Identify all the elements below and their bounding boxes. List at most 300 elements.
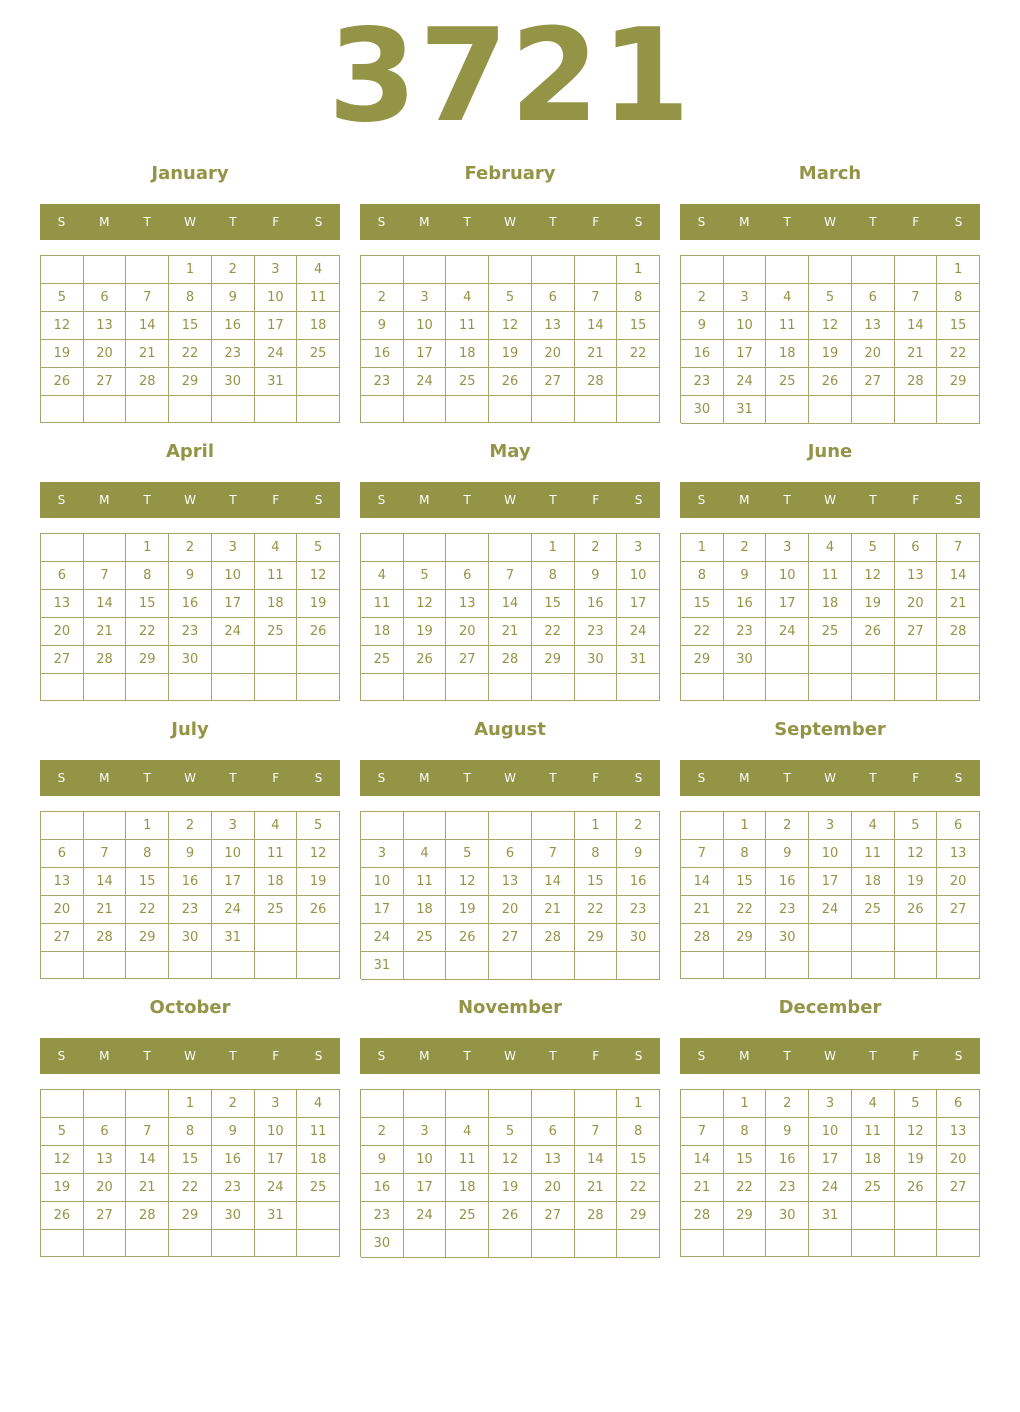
day-cell: 7: [126, 1118, 169, 1146]
day-cell: 13: [852, 312, 895, 340]
empty-cell: [84, 396, 127, 423]
day-cell: 18: [446, 1174, 489, 1202]
weekday-label: T: [783, 215, 791, 229]
weekday-label: S: [377, 215, 386, 229]
day-cell: 11: [852, 1118, 895, 1146]
day-cell: 16: [169, 590, 212, 618]
day-cell: 14: [489, 590, 532, 618]
day-cell: 3: [361, 840, 404, 868]
weekday-label: T: [869, 493, 877, 507]
day-cell: 2: [361, 284, 404, 312]
day-cell: 4: [361, 562, 404, 590]
day-cell: 29: [126, 646, 169, 674]
day-cell: 8: [724, 840, 767, 868]
empty-cell: [681, 812, 724, 840]
day-cell: 24: [255, 340, 298, 368]
weekday-label: T: [463, 1049, 471, 1063]
day-cell: 28: [126, 1202, 169, 1230]
day-cell: 24: [255, 1174, 298, 1202]
day-cell: 11: [255, 562, 298, 590]
day-cell: 30: [724, 646, 767, 674]
day-grid: [40, 811, 340, 979]
day-cell: 5: [404, 562, 447, 590]
day-cell: 24: [617, 618, 660, 646]
day-cell: 25: [852, 1174, 895, 1202]
empty-cell: [489, 812, 532, 840]
weekday-label: S: [57, 215, 66, 229]
weekday-label: F: [912, 1049, 920, 1063]
day-grid: [680, 1089, 980, 1257]
day-cell: 14: [84, 590, 127, 618]
day-cell: 21: [84, 618, 127, 646]
empty-cell: [404, 534, 447, 562]
day-cell: 11: [361, 590, 404, 618]
day-cell: 13: [532, 312, 575, 340]
weekday-label: W: [824, 493, 836, 507]
day-cell: 15: [169, 312, 212, 340]
empty-cell: [617, 674, 660, 701]
empty-cell: [446, 812, 489, 840]
weekday-label: M: [739, 215, 750, 229]
day-cell: 28: [575, 368, 618, 396]
day-cell: 10: [809, 840, 852, 868]
empty-cell: [724, 952, 767, 979]
month-name: June: [807, 441, 853, 462]
empty-cell: [404, 256, 447, 284]
day-cell: 9: [212, 1118, 255, 1146]
day-cell: 17: [809, 868, 852, 896]
day-cell: 11: [852, 840, 895, 868]
weekday-label: S: [377, 493, 386, 507]
weekday-label: F: [592, 493, 600, 507]
day-cell: 25: [809, 618, 852, 646]
empty-cell: [297, 368, 340, 396]
day-cell: 24: [404, 1202, 447, 1230]
empty-cell: [169, 1230, 212, 1257]
day-cell: 5: [809, 284, 852, 312]
day-cell: 9: [681, 312, 724, 340]
empty-cell: [724, 674, 767, 701]
weekday-label: T: [549, 215, 557, 229]
month-name: October: [149, 997, 231, 1018]
empty-cell: [126, 256, 169, 284]
day-cell: 12: [297, 562, 340, 590]
day-cell: 31: [809, 1202, 852, 1230]
day-cell: 30: [212, 1202, 255, 1230]
day-cell: 23: [724, 618, 767, 646]
empty-cell: [489, 674, 532, 701]
empty-cell: [84, 952, 127, 979]
empty-cell: [532, 396, 575, 423]
day-grid: [360, 811, 660, 979]
weekday-label: M: [419, 771, 430, 785]
day-cell: 15: [937, 312, 980, 340]
day-cell: 5: [895, 812, 938, 840]
day-cell: 20: [937, 868, 980, 896]
day-cell: 20: [489, 896, 532, 924]
weekday-label: S: [954, 771, 963, 785]
day-cell: 24: [212, 896, 255, 924]
day-cell: 1: [169, 1090, 212, 1118]
empty-cell: [852, 396, 895, 424]
day-cell: 2: [724, 534, 767, 562]
day-cell: 28: [681, 1202, 724, 1230]
weekday-label: F: [272, 215, 280, 229]
empty-cell: [126, 396, 169, 423]
empty-cell: [489, 396, 532, 423]
day-cell: 14: [937, 562, 980, 590]
day-cell: 15: [681, 590, 724, 618]
day-cell: 18: [297, 1146, 340, 1174]
empty-cell: [532, 952, 575, 980]
weekday-label: S: [57, 771, 66, 785]
empty-cell: [404, 1090, 447, 1118]
weekday-header: [40, 760, 340, 796]
day-cell: 20: [41, 896, 84, 924]
day-cell: 23: [766, 896, 809, 924]
weekday-label: T: [549, 493, 557, 507]
day-cell: 3: [766, 534, 809, 562]
day-cell: 25: [255, 618, 298, 646]
empty-cell: [446, 396, 489, 423]
weekday-label: W: [504, 215, 516, 229]
day-cell: 9: [212, 284, 255, 312]
empty-cell: [41, 256, 84, 284]
day-cell: 28: [937, 618, 980, 646]
day-cell: 18: [852, 868, 895, 896]
empty-cell: [895, 256, 938, 284]
weekday-header: [40, 1038, 340, 1074]
empty-cell: [404, 1230, 447, 1258]
empty-cell: [681, 1090, 724, 1118]
day-cell: 30: [575, 646, 618, 674]
day-cell: 13: [937, 1118, 980, 1146]
day-cell: 25: [446, 1202, 489, 1230]
empty-cell: [297, 952, 340, 979]
empty-cell: [84, 256, 127, 284]
day-cell: 1: [126, 812, 169, 840]
day-cell: 2: [169, 534, 212, 562]
day-cell: 24: [809, 896, 852, 924]
empty-cell: [724, 256, 767, 284]
empty-cell: [489, 952, 532, 980]
day-cell: 6: [937, 1090, 980, 1118]
day-cell: 6: [895, 534, 938, 562]
empty-cell: [937, 1202, 980, 1230]
day-cell: 29: [126, 924, 169, 952]
day-cell: 17: [724, 340, 767, 368]
day-cell: 19: [404, 618, 447, 646]
day-cell: 12: [297, 840, 340, 868]
day-cell: 8: [169, 284, 212, 312]
day-cell: 15: [575, 868, 618, 896]
empty-cell: [766, 256, 809, 284]
weekday-label: S: [634, 215, 643, 229]
empty-cell: [126, 952, 169, 979]
day-cell: 3: [809, 1090, 852, 1118]
day-cell: 2: [766, 1090, 809, 1118]
day-cell: 4: [446, 284, 489, 312]
day-cell: 14: [895, 312, 938, 340]
weekday-label: T: [549, 771, 557, 785]
day-cell: 18: [297, 312, 340, 340]
day-cell: 9: [766, 1118, 809, 1146]
empty-cell: [575, 396, 618, 423]
weekday-label: S: [634, 1049, 643, 1063]
day-cell: 7: [84, 562, 127, 590]
day-cell: 21: [895, 340, 938, 368]
weekday-label: S: [314, 1049, 323, 1063]
day-cell: 24: [766, 618, 809, 646]
day-cell: 9: [361, 312, 404, 340]
day-cell: 1: [724, 812, 767, 840]
weekday-label: F: [912, 215, 920, 229]
day-cell: 7: [575, 1118, 618, 1146]
day-cell: 6: [84, 284, 127, 312]
day-cell: 27: [895, 618, 938, 646]
day-cell: 30: [169, 924, 212, 952]
empty-cell: [361, 674, 404, 701]
weekday-label: T: [229, 1049, 237, 1063]
weekday-label: S: [954, 1049, 963, 1063]
day-cell: 16: [575, 590, 618, 618]
empty-cell: [809, 1230, 852, 1257]
day-cell: 12: [404, 590, 447, 618]
empty-cell: [809, 396, 852, 424]
day-cell: 27: [41, 924, 84, 952]
day-cell: 3: [809, 812, 852, 840]
empty-cell: [937, 646, 980, 674]
day-cell: 17: [809, 1146, 852, 1174]
empty-cell: [255, 1230, 298, 1257]
day-cell: 26: [446, 924, 489, 952]
weekday-label: F: [272, 771, 280, 785]
day-cell: 14: [84, 868, 127, 896]
day-cell: 22: [169, 340, 212, 368]
day-cell: 26: [41, 368, 84, 396]
day-cell: 1: [126, 534, 169, 562]
empty-cell: [681, 1230, 724, 1257]
empty-cell: [361, 396, 404, 423]
day-cell: 6: [852, 284, 895, 312]
weekday-label: S: [697, 771, 706, 785]
day-cell: 1: [169, 256, 212, 284]
weekday-label: W: [824, 1049, 836, 1063]
day-cell: 3: [724, 284, 767, 312]
empty-cell: [895, 674, 938, 701]
empty-cell: [297, 396, 340, 423]
day-cell: 12: [446, 868, 489, 896]
day-cell: 17: [212, 590, 255, 618]
day-cell: 29: [617, 1202, 660, 1230]
day-cell: 24: [404, 368, 447, 396]
day-cell: 14: [681, 868, 724, 896]
day-cell: 14: [126, 312, 169, 340]
day-cell: 31: [212, 924, 255, 952]
empty-cell: [532, 674, 575, 701]
day-cell: 12: [41, 1146, 84, 1174]
day-cell: 5: [852, 534, 895, 562]
day-cell: 29: [937, 368, 980, 396]
weekday-label: S: [634, 493, 643, 507]
day-cell: 22: [126, 618, 169, 646]
day-cell: 21: [126, 1174, 169, 1202]
day-cell: 4: [852, 1090, 895, 1118]
day-cell: 2: [681, 284, 724, 312]
empty-cell: [937, 924, 980, 952]
day-cell: 29: [575, 924, 618, 952]
day-cell: 25: [446, 368, 489, 396]
weekday-label: T: [229, 215, 237, 229]
day-cell: 19: [489, 1174, 532, 1202]
weekday-label: W: [184, 1049, 196, 1063]
day-cell: 19: [489, 340, 532, 368]
weekday-label: S: [314, 215, 323, 229]
day-cell: 16: [617, 868, 660, 896]
day-grid: [40, 533, 340, 701]
day-cell: 11: [297, 1118, 340, 1146]
day-cell: 20: [895, 590, 938, 618]
day-cell: 24: [809, 1174, 852, 1202]
empty-cell: [532, 1090, 575, 1118]
day-cell: 5: [41, 284, 84, 312]
weekday-header: [680, 482, 980, 518]
day-cell: 10: [766, 562, 809, 590]
empty-cell: [852, 256, 895, 284]
empty-cell: [766, 1230, 809, 1257]
day-cell: 26: [41, 1202, 84, 1230]
day-cell: 27: [532, 1202, 575, 1230]
day-cell: 11: [446, 312, 489, 340]
day-cell: 2: [575, 534, 618, 562]
day-cell: 22: [126, 896, 169, 924]
day-cell: 18: [255, 590, 298, 618]
empty-cell: [809, 952, 852, 979]
month-name: May: [489, 441, 531, 462]
day-cell: 26: [489, 1202, 532, 1230]
day-cell: 13: [895, 562, 938, 590]
weekday-label: M: [99, 1049, 110, 1063]
month-name: February: [464, 163, 556, 184]
day-cell: 19: [41, 340, 84, 368]
empty-cell: [895, 646, 938, 674]
empty-cell: [84, 674, 127, 701]
day-cell: 14: [126, 1146, 169, 1174]
day-cell: 7: [575, 284, 618, 312]
day-cell: 4: [809, 534, 852, 562]
day-cell: 26: [895, 1174, 938, 1202]
day-cell: 24: [212, 618, 255, 646]
day-cell: 5: [489, 284, 532, 312]
day-cell: 7: [895, 284, 938, 312]
weekday-label: M: [419, 1049, 430, 1063]
day-cell: 10: [361, 868, 404, 896]
empty-cell: [41, 952, 84, 979]
day-cell: 14: [532, 868, 575, 896]
day-cell: 3: [212, 812, 255, 840]
day-cell: 25: [404, 924, 447, 952]
day-cell: 6: [937, 812, 980, 840]
day-cell: 25: [297, 340, 340, 368]
month-name: July: [171, 719, 209, 740]
empty-cell: [404, 396, 447, 423]
day-cell: 7: [532, 840, 575, 868]
day-cell: 30: [617, 924, 660, 952]
weekday-label: W: [504, 771, 516, 785]
weekday-label: W: [184, 493, 196, 507]
day-cell: 30: [766, 1202, 809, 1230]
empty-cell: [446, 1230, 489, 1258]
day-cell: 31: [617, 646, 660, 674]
day-cell: 9: [617, 840, 660, 868]
empty-cell: [681, 952, 724, 979]
day-cell: 21: [489, 618, 532, 646]
day-cell: 13: [84, 312, 127, 340]
day-cell: 3: [617, 534, 660, 562]
empty-cell: [809, 924, 852, 952]
day-cell: 5: [895, 1090, 938, 1118]
day-cell: 23: [361, 1202, 404, 1230]
day-cell: 18: [766, 340, 809, 368]
day-cell: 29: [724, 924, 767, 952]
day-cell: 3: [255, 256, 298, 284]
month-name: January: [151, 163, 229, 184]
day-cell: 9: [575, 562, 618, 590]
day-cell: 28: [126, 368, 169, 396]
weekday-label: S: [377, 1049, 386, 1063]
day-cell: 12: [895, 1118, 938, 1146]
day-cell: 17: [255, 312, 298, 340]
day-cell: 15: [126, 868, 169, 896]
day-cell: 2: [361, 1118, 404, 1146]
day-cell: 17: [617, 590, 660, 618]
day-cell: 27: [937, 1174, 980, 1202]
empty-cell: [852, 952, 895, 979]
empty-cell: [84, 1230, 127, 1257]
empty-cell: [41, 1230, 84, 1257]
empty-cell: [212, 646, 255, 674]
weekday-label: W: [504, 493, 516, 507]
day-cell: 23: [212, 1174, 255, 1202]
day-cell: 3: [255, 1090, 298, 1118]
day-cell: 26: [852, 618, 895, 646]
day-cell: 8: [681, 562, 724, 590]
day-cell: 15: [617, 312, 660, 340]
day-cell: 10: [724, 312, 767, 340]
empty-cell: [169, 396, 212, 423]
empty-cell: [575, 256, 618, 284]
empty-cell: [212, 396, 255, 423]
empty-cell: [681, 256, 724, 284]
empty-cell: [617, 1230, 660, 1258]
day-cell: 22: [617, 340, 660, 368]
day-cell: 1: [937, 256, 980, 284]
day-cell: 4: [255, 534, 298, 562]
day-grid: [680, 255, 980, 423]
day-cell: 7: [489, 562, 532, 590]
day-cell: 28: [84, 646, 127, 674]
day-cell: 25: [297, 1174, 340, 1202]
day-cell: 10: [255, 284, 298, 312]
day-grid: [360, 533, 660, 701]
weekday-header: [680, 1038, 980, 1074]
weekday-header: [40, 204, 340, 240]
day-cell: 5: [41, 1118, 84, 1146]
day-cell: 7: [681, 840, 724, 868]
empty-cell: [404, 952, 447, 980]
empty-cell: [937, 1230, 980, 1257]
day-cell: 13: [937, 840, 980, 868]
